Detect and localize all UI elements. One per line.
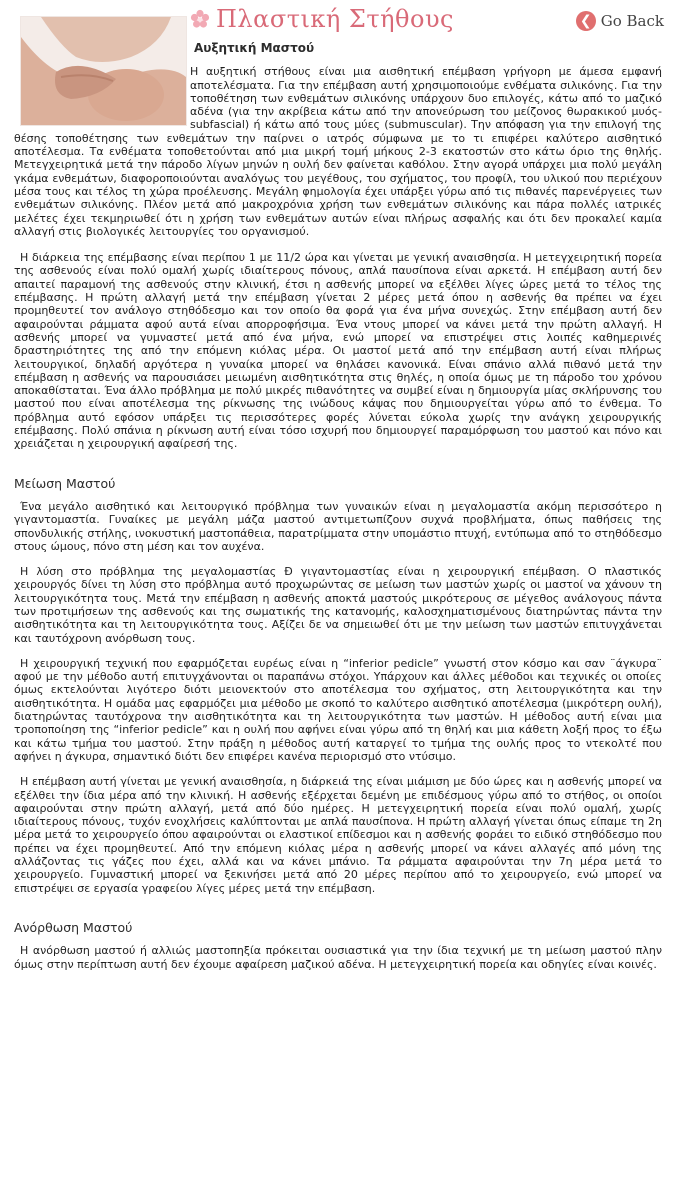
go-back-label: Go Back <box>600 12 664 30</box>
section-heading-reduction: Μείωση Μαστού <box>14 475 116 491</box>
title-bar <box>190 4 454 34</box>
paragraph: Η επέμβαση αυτή γίνεται με γενική αναισθησία, η διάρκειά της είναι μιάμιση με δύο ώρες και η ασθενής μπορεί να εξέλθει την ίδια μέρα από την κλινική. Η ασθενής εξέρχεται δεμένη με επιδέσμους γύρω από το στήθος, οι οποίοι αφαιρούνται στην πρώτη αλλαγή, μετά από δύο ημέρες. Η μετεγχειρητική πορεία είναι πολύ ομαλή, χωρίς ιδιαίτερους πόνους, τυχόν ενοχλήσεις καλύπτονται με απλά παυσίπονα. Η πρώτη αλλαγή γίνεται όπως είπαμε τη 2η μέρα μετά το χειρουργείο όπου αφαιρούνται οι ελαστικοί επίδεσμοι και η ασθενής φοράει το ειδικό στηθόδεσμο που πρέπει να έχει προμηθευτεί. Από την επόμενη κιόλας μέρα η ασθενής μπορεί να κάνει αλλαγές από μόνη της αλλάζοντας τις γάζες που έχει, αλλά και να κάνει μπάνιο. Τα ράμματα αφαιρούνται την 7η μέρα μετά το χειρουργείο. Γυμναστική μπορεί να ξεκινήσει μετά από 20 μέρες περίπου από το χειρουργείο, ενώ μπορεί να επιστρέψει σε εργασία γραφείου λίγες μέρες μετά την επέμβαση. <box>14 775 662 895</box>
page-title: Πλαστική Στήθους <box>216 5 454 33</box>
paragraph: Η αυξητική στήθους είναι μια αισθητική επέμβαση γρήγορη με άμεσα εμφανή αποτελέσματα. Για την επέμβαση αυτή χρησιμοποιούμε ενθέματα σιλικόνης. Για την τοποθέτηση των ενθεμάτων σιλικόνης υπάρχουν δυο επιλογές, κάτω από το μαζικό αδένα (για την ακρίβεια κάτω από την απονεύρωση του μείζονος θωρακικού μυός- subfascial) ή κάτω από τους μύες (submuscular). Την απόφαση για την επιλογή της θέσης τοποθέτησης των ενθεμάτων την παίρνει ο ιατρός σύμφωνα με το τι επιφέρει καλύτερο αισθητικό αποτέλεσμα. Τα ενθέματα τοποθετούνται από μια μικρή τομή μήκους 2-3 εκατοστών στο κάτω όριο της θηλής. Μετεγχειρητικά μετά την πάροδο λίγων μηνών η ουλή δεν φαίνεται καθόλου. Στην αγορά υπάρχει μια πολύ μεγάλη γκάμα ενθεμάτων, διαφοροποιούνται αναλόγως του μεγέθους, του σχήματος, του προφίλ, του υλικού που περιέχουν μέσα τους και τέλος τη χώρα προέλευσης. Μεγάλη φημολογία έχει υπάρξει γύρω από τις πιθανές παρενέργειες των ενθεμάτων σιλικόνης. Πλέον μετά από μακροχρόνια χρήση των ενθεμάτων σιλικόνης και πάρα πολλές ιατρικές μελέτες έχει τεκμηριωθεί ότι η χρήση των ενθεμάτων αυτών είναι πλήρως ασφαλής και ότι δεν προκαλεί καμία αλλαγή στις βιολογικές λειτουργίες του οργανισμού. <box>14 65 662 238</box>
paragraph: Η λύση στο πρόβλημα της μεγαλομαστίας Ð γιγαντομαστίας είναι η χειρουργική επέμβαση. Ο πλαστικός χειρουργός δίνει τη λύση στο πρόβλημα αυτό προχωρώντας σε μείωση των μαστών χωρίς οι μαστοί να χάνουν τη λειτουργικότητα τους. Μετά την επέμβαση η ασθενής αποκτά μαστούς μικρότερους σε μέγεθος ανάλογους πάντα των προτιμήσεων της ασθενούς και της σωματικής της κατανομής, καλοσχηματισμένους διατηρώντας πάντα την αισθητικότητα και τη λειτουργικότητα τους. Αξίζει δε να σημειωθεί ότι με την μείωση των μαστών επιτυγχάνεται και ταυτόχρονη ανόρθωση τους. <box>14 565 662 645</box>
paragraph: Η χειρουργική τεχνική που εφαρμόζεται ευρέως είναι η “inferior pedicle” γνωστή στον κόσμο και σαν ¨άγκυρα¨ αφού με την μέθοδο αυτή επιτυγχάνονται οι παραπάνω στόχοι. Υπάρχουν και άλλες μέθοδοι και τεχνικές οι οποίες όμως εκτελούνται λιγότερο διότι μειονεκτούν στο αποτέλεσμα του σχήματος, στη λειτουργικότητα και την αισθητικότητα. Η ομάδα μας εφαρμόζει μια μέθοδο με σκοπό το καλύτερο αισθητικό αποτέλεσμα (μικρότερη ουλή), διατηρώντας ταυτόχρονα την αισθητικότητα και τη λειτουργικότητα των μαστών. Η μέθοδος αυτή είναι μια τροποποίηση της “inferior pedicle” και η ουλή που αφήνει είναι γύρω από τη θηλή και μια κάθετη λοξή προς το έξω και κάτω τμήμα του μαστού. Στην πράξη η μέθοδος αυτή καταργεί το τμήμα της ουλής προς το ντεκολτέ που αφήνει η άγκυρα, σημαντικό διότι δεν επιφέρει κανένα περιορισμό στο ντύσιμο. <box>14 656 662 763</box>
section-heading-lift: Ανόρθωση Μαστού <box>14 919 133 935</box>
article-content <box>14 42 662 971</box>
flower-icon <box>190 9 210 29</box>
section-heading-augmentation: Αυξητική Μαστού <box>194 41 315 55</box>
arrow-left-icon: ❮ <box>576 11 596 31</box>
go-back-button[interactable] <box>576 11 664 31</box>
paragraph: Ένα μεγάλο αισθητικό και λειτουργικό πρόβλημα των γυναικών είναι η μεγαλομαστία ακόμη περισσότερο η γιγαντομαστία. Γυναίκες με μεγάλη μάζα μαστού αντιμετωπίζουν συχνά προβλήματα, όπως παθήσεις της σπονδυλικής στήλης, ινοκυστική μαστοπάθεια, παρατρίμματα στην υπομάστιο πτυχή, εντύπωμα από το στηθόδεσμο στους ώμους, πόνο στη μέση και τον αυχένα. <box>14 499 662 553</box>
paragraph: Η ανόρθωση μαστού ή αλλιώς μαστοπηξία πρόκειται ουσιαστικά για την ίδια τεχνική με τη μείωση μαστού πλην όμως στην περίπτωση αυτή δεν έχουμε αφαίρεση μαζικού αδένα. Η μετεγχειρητική πορεία και οδηγίες είναι κοινές. <box>14 944 662 971</box>
paragraph: Η διάρκεια της επέμβασης είναι περίπου 1 με 11/2 ώρα και γίνεται με γενική αναισθησία. Η μετεγχειρητική πορεία της ασθενούς είναι πολύ ομαλή χωρίς ιδιαίτερους πόνους, απλά παυσίπονα είναι αρκετά. Η επέμβαση αυτή δεν απαιτεί παραμονή της ασθενούς στην κλινική, έτσι η ασθενής μπορεί να εξέλθει λίγες ώρες μετά το τέλος της επέμβασης. Η πρώτη αλλαγή μετά την επέμβαση γίνεται 2 μέρες μετά όπου η ασθενής θα πρέπει να έχει προμηθευτεί τον ανάλογο στηθόδεσμο και τον οποίο θα φορά για ένα μήνα συνεχώς. Στην επέμβαση αυτή δεν αφαιρούνται ράμματα αφού αυτά είναι απορροφήσιμα. Ένα ντους μπορεί να κάνει μετά την πρώτη αλλαγή. Η ασθενής μπορεί να γυμναστεί μετά από ένα μήνα, ενώ μπορεί να επιστρέψει στις λοιπές καθημερινές δραστηριότητες της από την επόμενη κιόλας μέρα. Οι μαστοί μετά από την επέμβαση αυτή είναι πλήρως λειτουργικοί, δηλαδή αργότερα η γυναίκα μπορεί να θηλάσει κανονικά. Είναι σπάνιο αλλά πιθανό μετά την επέμβαση η ασθενής να παρουσιάσει μειωμένη αισθητικότητα στις θηλές, η οποία όμως με τη πάροδο του χρόνου αποκαθίσταται. Ένα άλλο πρόβλημα με πολύ μικρές πιθανότητες να συμβεί είναι η δημιουργία μίας σκλήρυνσης του μαστού που είναι αποτέλεσμα της ρίκνωσης της ινώδους κάψας που δημιουργείται γύρω από το ένθεμα. Το πρόβλημα αυτό εφόσον υπάρξει τις περισσότερες φορές λύνεται εύκολα χωρίς την ανάγκη χειρουργικής επέμβασης. Πολύ σπάνια η ρίκνωση αυτή είναι τόσο ισχυρή που δημιουργεί παραμόρφωση του μαστού και πόνο και χρειάζεται η χειρουργική αφαίρεσή της. <box>14 251 662 451</box>
